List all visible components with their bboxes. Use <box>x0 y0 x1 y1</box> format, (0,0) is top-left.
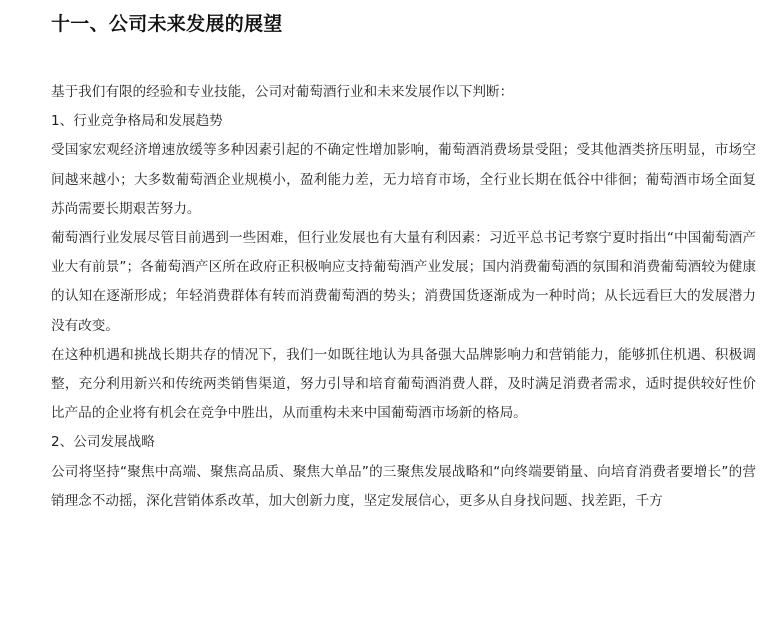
body-paragraph: 在这种机遇和挑战长期共存的情况下，我们一如既往地认为具备强大品牌影响力和营销能力，能够抓住机遇、积极调整，充分利用新兴和传统两类销售渠道，努力引导和培育葡萄酒消费人群，及时满足消费者需求，适时提供较好性价比产品的企业将有机会在竞争中胜出，从而重构未来中国葡萄酒市场新的格局。 <box>51 346 756 422</box>
document-body <box>51 78 756 516</box>
section-heading: 十一、公司未来发展的展望 <box>51 13 283 35</box>
subsection-heading-industry: 1、行业竞争格局和发展趋势 <box>51 113 223 130</box>
body-paragraph: 公司将坚持“聚焦中高端、聚焦高品质、聚焦大单品”的三聚焦发展战略和“向终端要销量、向培育消费者要增长”的营销理念不动摇，深化营销体系改革，加大创新力度，坚定发展信心，更多从自身找问题、找差距，千方 <box>51 463 756 509</box>
subsection-heading-strategy: 2、公司发展战略 <box>51 434 155 451</box>
body-paragraph: 受国家宏观经济增速放缓等多种因素引起的不确定性增加影响，葡萄酒消费场景受阻；受其他酒类挤压明显，市场空间越来越小；大多数葡萄酒企业规模小，盈利能力差，无力培育市场，全行业长期在低谷中徘徊；葡萄酒市场全面复苏尚需要长期艰苦努力。 <box>51 142 756 217</box>
body-paragraph: 葡萄酒行业发展尽管目前遇到一些困难，但行业发展也有大量有利因素：习近平总书记考察宁夏时指出“中国葡萄酒产业大有前景”；各葡萄酒产区所在政府正积极响应支持葡萄酒产业发展；国内消费葡萄酒的氛围和消费葡萄酒较为健康的认知在逐渐形成；年轻消费群体有转而消费葡萄酒的势头；消费国货逐渐成为一种时尚；从长远看巨大的发展潜力没有改变。 <box>51 230 756 334</box>
intro-paragraph: 基于我们有限的经验和专业技能，公司对葡萄酒行业和未来发展作以下判断： <box>51 84 514 100</box>
